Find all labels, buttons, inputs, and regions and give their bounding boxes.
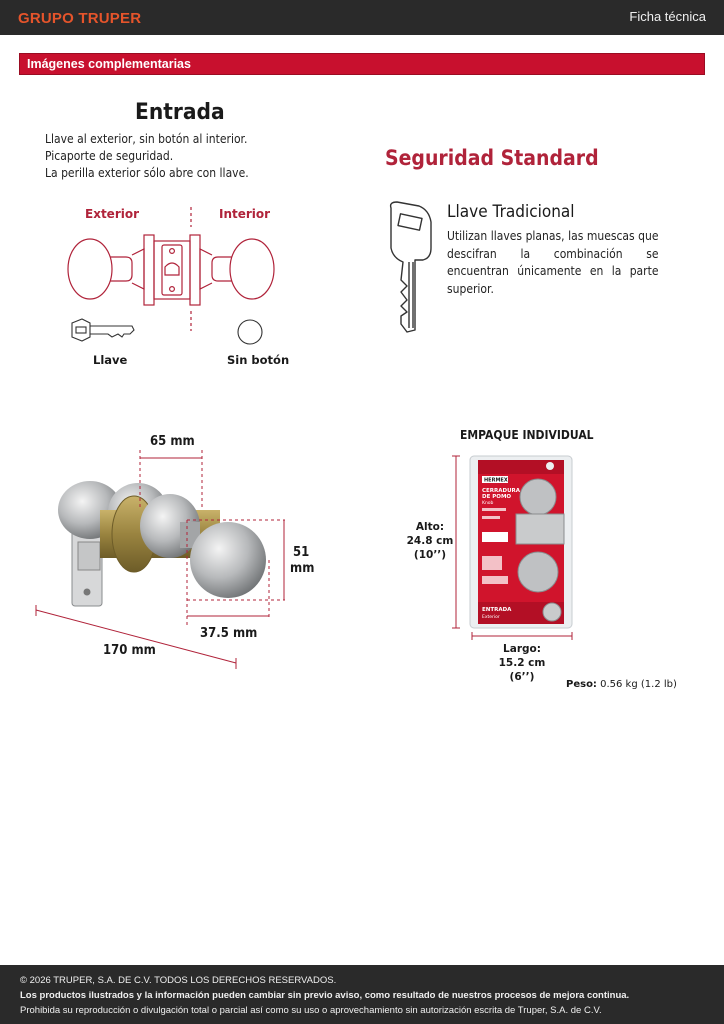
security-title: Seguridad Standard xyxy=(385,146,599,170)
footer-copyright: © 2026 TRUPER, S.A. DE C.V. TODOS LOS DERECHOS RESERVADOS. xyxy=(20,975,337,986)
dim-65mm: 65 mm xyxy=(150,434,195,449)
alto-value: 24.8 cm xyxy=(406,535,454,547)
dim-51-value: 51 xyxy=(293,545,310,560)
footer-legal: Prohibida su reproducción o divulgación total o parcial así como su uso o aprovechamiento sin autorización escrita de Truper, S.A. de C.V. xyxy=(20,1005,602,1016)
section-title: Imágenes complementarias xyxy=(27,57,191,71)
package-name-2: DE POMO xyxy=(482,494,512,500)
entrada-line: Llave al exterior, sin botón al interior. xyxy=(45,132,248,146)
weight-info xyxy=(566,679,677,690)
product-dimension-drawing xyxy=(30,450,300,675)
key-type-title: Llave Tradicional xyxy=(447,202,575,222)
largo-dimension xyxy=(496,642,548,684)
entrada-title: Entrada xyxy=(135,100,225,125)
weight-label: Peso: xyxy=(566,679,597,690)
package-brand: HERMEX xyxy=(484,477,508,484)
package-name-1: CERRADURA xyxy=(482,488,521,494)
lock-function-diagram xyxy=(60,205,290,350)
largo-value: 15.2 cm xyxy=(498,657,546,669)
package-image xyxy=(452,452,582,637)
dim-170mm: 170 mm xyxy=(103,643,156,658)
dim-51-unit: mm xyxy=(290,561,315,576)
package-bottom: ENTRADA xyxy=(482,607,512,613)
key-icon xyxy=(72,319,134,341)
entrada-line: Picaporte de seguridad. xyxy=(45,149,174,163)
package-sub: Knob xyxy=(482,501,494,506)
key-type-description: Utilizan llaves planas, las muescas que descifran la combinación se encuentran únicamente en la parte superior. xyxy=(447,229,659,296)
label-llave: Llave xyxy=(93,353,128,367)
label-sin-boton: Sin botón xyxy=(227,353,290,367)
interior-knob xyxy=(190,522,266,598)
footer-notice: Los productos ilustrados y la información pueden cambiar sin previo aviso, como resultado de nuestros procesos de mejora continua. xyxy=(20,990,630,1001)
no-button-icon xyxy=(238,320,262,344)
header-bar xyxy=(0,0,724,35)
footer-bar xyxy=(0,965,724,1024)
label-interior: Interior xyxy=(219,207,271,221)
brand-logo: GRUPO TRUPER xyxy=(18,10,142,27)
section-header xyxy=(19,53,705,75)
alto-label: Alto: xyxy=(415,521,445,533)
alto-inches: (10’’) xyxy=(413,549,447,561)
largo-label: Largo: xyxy=(503,643,541,655)
weight-value: 0.56 kg (1.2 lb) xyxy=(596,679,677,690)
packaging-title: EMPAQUE INDIVIDUAL xyxy=(460,428,594,442)
label-exterior: Exterior xyxy=(85,207,140,221)
package-bottom-sub: Exterior xyxy=(482,615,500,620)
entrada-line: La perilla exterior sólo abre con llave. xyxy=(45,166,249,180)
largo-inches: (6’’) xyxy=(509,671,535,683)
traditional-key-icon xyxy=(385,200,437,335)
alto-dimension xyxy=(405,520,455,562)
entrada-description xyxy=(45,131,249,182)
dim-37-5mm: 37.5 mm xyxy=(200,626,258,641)
document-type: Ficha técnica xyxy=(629,9,706,24)
